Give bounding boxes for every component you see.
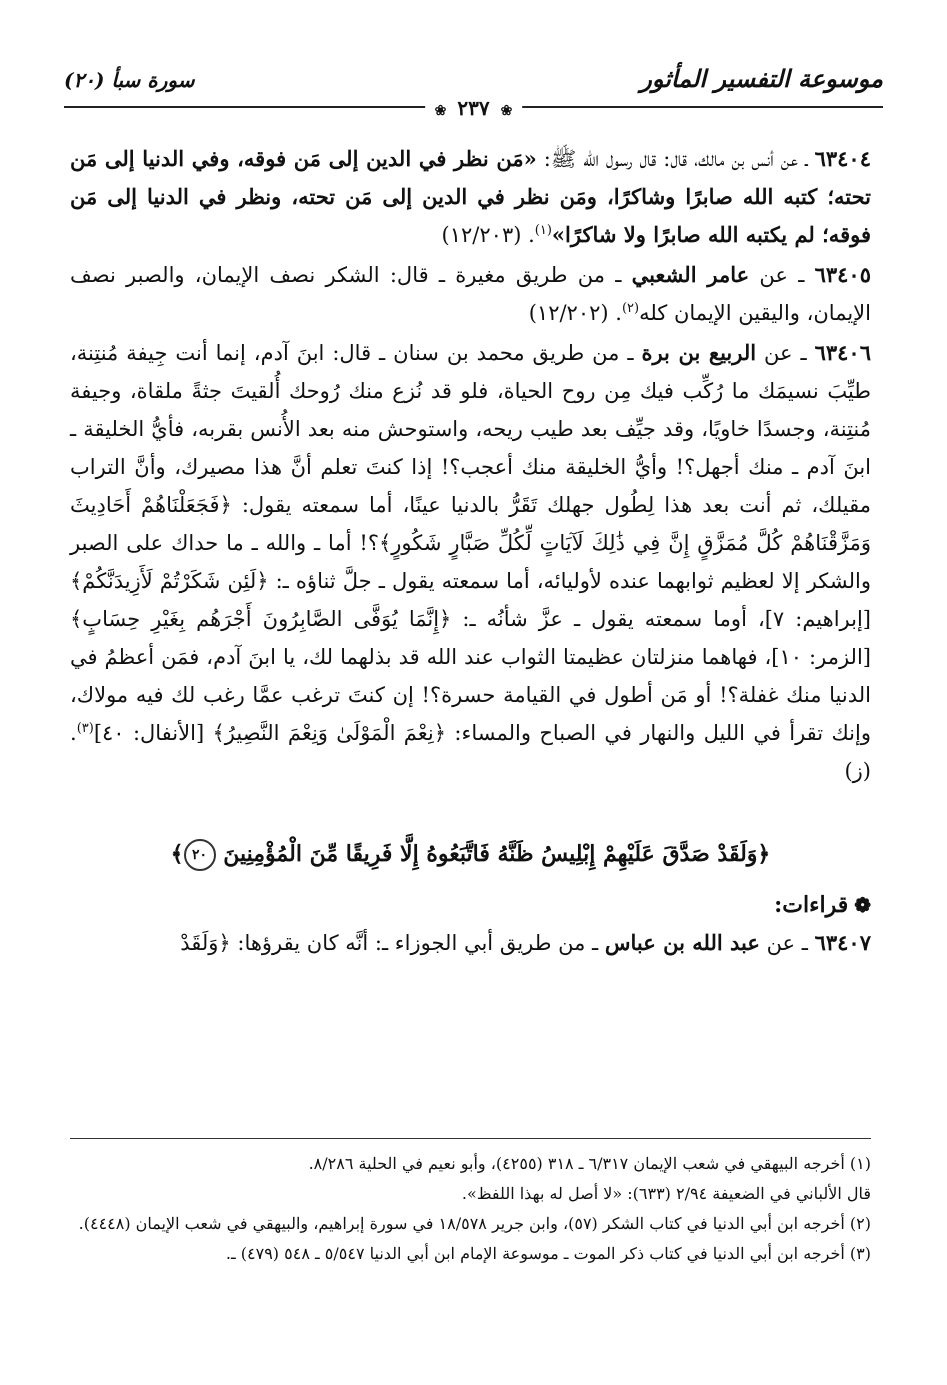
- athar-paragraph: [70, 140, 871, 254]
- page-header: [64, 62, 883, 118]
- athar-text: ـ عن أنس بن مالك، قال: قال رسول الله ﷺ:: [536, 147, 815, 171]
- athar-paragraph: [70, 924, 871, 962]
- athar-text: ـ عن: [756, 341, 815, 365]
- athar-tail: ـ من طريق أبي الجوزاء ـ: أنَّه كان يقرؤها: ﴿وَلَقَدْ: [180, 931, 605, 955]
- athar-tail: . (١٢/٢٠٣): [441, 223, 535, 247]
- athar-tail: ـ من طريق مغيرة ـ قال: الشكر نصف الإيمان، والصبر نصف الإيمان، واليقين الإيمان كله: [70, 263, 871, 325]
- verse-close: ﴾: [170, 841, 184, 867]
- athar-number: ٦٣٤٠٤: [814, 146, 871, 171]
- main-content: [70, 140, 871, 964]
- footnote: (٣) أخرجه ابن أبي الدنيا في كتاب ذكر الموت ـ موسوعة الإمام ابن أبي الدنيا ٥/٥٤٧ ـ ٥٤٨ (٤٧٩) ـ.: [225, 1244, 871, 1263]
- page-number-value: ٢٣٧: [457, 96, 490, 120]
- athar-text: ـ عن: [749, 263, 815, 287]
- athar-tail: ـ من طريق محمد بن سنان ـ قال: ابنَ آدم، إنما أنت جِيفة مُنتِنة، طيِّبَ نسيمَك ما رُكِّب فيك مِن روح الحياة، فلو قد نُزع منك رُوحك أُلقيتَ جثةً ملقاة، وجيفة مُنتِنة، وجسدًا خاويًا، وقد جيِّف بعد طيب ريحه، واستوحش منه بعد الأُنس بقربه، فأيُّ الخليقة ـ ابنَ آدم ـ منك أجهل؟! وأيُّ الخليقة منك أعجب؟! إذا كنتَ تعلم أنَّ هذا مصيرك، وأنَّ التراب مقيلك، ثم أنت بعد هذا لِطُول جهلك تَقَرُّ بالدنيا عينًا، أما سمعته يقول: ﴿فَجَعَلْنَاهُمْ أَحَادِيثَ وَمَزَّقْنَاهُمْ كُلَّ مُمَزَّقٍ إِنَّ فِي ذَٰلِكَ لَآيَاتٍ لِّكُلِّ صَبَّارٍ شَكُورٍ﴾؟! أما ـ والله ـ ما حداك على الصبر والشكر إلا لعظيم ثوابهما عنده لأوليائه، أما سمعته يقول ـ جلَّ ثناؤه ـ: ﴿لَئِن شَكَرْتُمْ لَأَزِيدَنَّكُمْ﴾ [إبراهيم: ٧]، أوما سمعته يقول ـ عزَّ شأنُه ـ: ﴿إِنَّمَا يُوَفَّى الصَّابِرُونَ أَجْرَهُم بِغَيْرِ حِسَابٍ﴾ [الزمر: ١٠]، فهاهما منزلتان عظيمتا الثواب عند الله قد بذلهما لك، يا ابنَ آدم، فمَن أعظمُ في الدنيا منك غفلة؟! أو مَن أطول في القيامة حسرة؟! إن كنتَ ترغب عمَّا رغب لك فيه مولاك، وإنك تقرأ في الليل والنهار في الصباح والمساء: ﴿نِعْمَ الْمَوْلَىٰ وَنِعْمَ النَّصِيرُ﴾ [الأنفال: ٤٠]: [70, 341, 872, 745]
- footnote: (١) أخرجه البيهقي في شعب الإيمان ٦/٣١٧ ـ ٣١٨ (٤٢٥٥)، وأبو نعيم في الحلية ٨/٢٨٦.: [308, 1154, 871, 1173]
- ornament-icon: ❀: [500, 103, 513, 119]
- verse-text: ﴿وَلَقَدْ صَدَّقَ عَلَيْهِمْ إِبْلِيسُ ظَنَّهُ فَاتَّبَعُوهُ إِلَّا فَرِيقًا مِّنَ الْمُؤْمِنِينَ: [223, 841, 771, 867]
- ornament-icon: ❀: [434, 103, 447, 119]
- athar-number: ٦٣٤٠٥: [814, 262, 871, 287]
- page-number: [425, 96, 523, 120]
- athar-paragraph: [70, 256, 871, 332]
- footnote: قال الألباني في الضعيفة ٢/٩٤ (٦٣٣): «لا أصل له بهذا اللفظ».: [461, 1184, 871, 1203]
- book-title: موسوعة التفسير المأثور: [640, 64, 883, 93]
- hadith-text: «مَن نظر في الدين إلى مَن فوقه، وفي الدنيا إلى مَن تحته؛ كتبه الله صابرًا وشاكرًا، ومَن نظر في الدين إلى مَن تحته، ونظر في الدنيا إلى مَن فوقه؛ لم يكتبه الله صابرًا ولا شاكرًا»: [70, 146, 871, 247]
- athar-tail-end: . (١٢/٢٠٢): [528, 301, 622, 325]
- surah-title: سورة سبأ (٢٠): [64, 68, 195, 92]
- section-title: قراءات:: [774, 892, 849, 918]
- quran-verse: [70, 834, 871, 874]
- footnote-ref: (٣): [76, 721, 94, 736]
- footnote-ref: (٢): [621, 301, 640, 316]
- athar-paragraph: [70, 334, 871, 790]
- athar-text: ـ عن: [759, 931, 815, 955]
- athar-number: ٦٣٤٠٧: [814, 930, 871, 955]
- narrator-name: عبد الله بن عباس: [604, 930, 760, 955]
- athar-tail-end: . (ز): [70, 721, 871, 783]
- athar-number: ٦٣٤٠٦: [814, 340, 871, 365]
- narrator-name: عامر الشعبي: [631, 262, 750, 287]
- footnotes: [70, 1138, 871, 1269]
- ornament-star-icon: ❁: [854, 893, 871, 917]
- section-heading: [70, 892, 871, 918]
- footnote-ref: (١): [534, 223, 552, 238]
- footnote: (٢) أخرجه ابن أبي الدنيا في كتاب الشكر (٥٧)، وابن جرير ١٨/٥٧٨ في سورة إبراهيم، والبيهقي في شعب الإيمان (٤٤٤٨).: [78, 1214, 871, 1233]
- narrator-name: الربيع بن برة: [641, 340, 757, 365]
- verse-number: ٢٠: [184, 839, 216, 871]
